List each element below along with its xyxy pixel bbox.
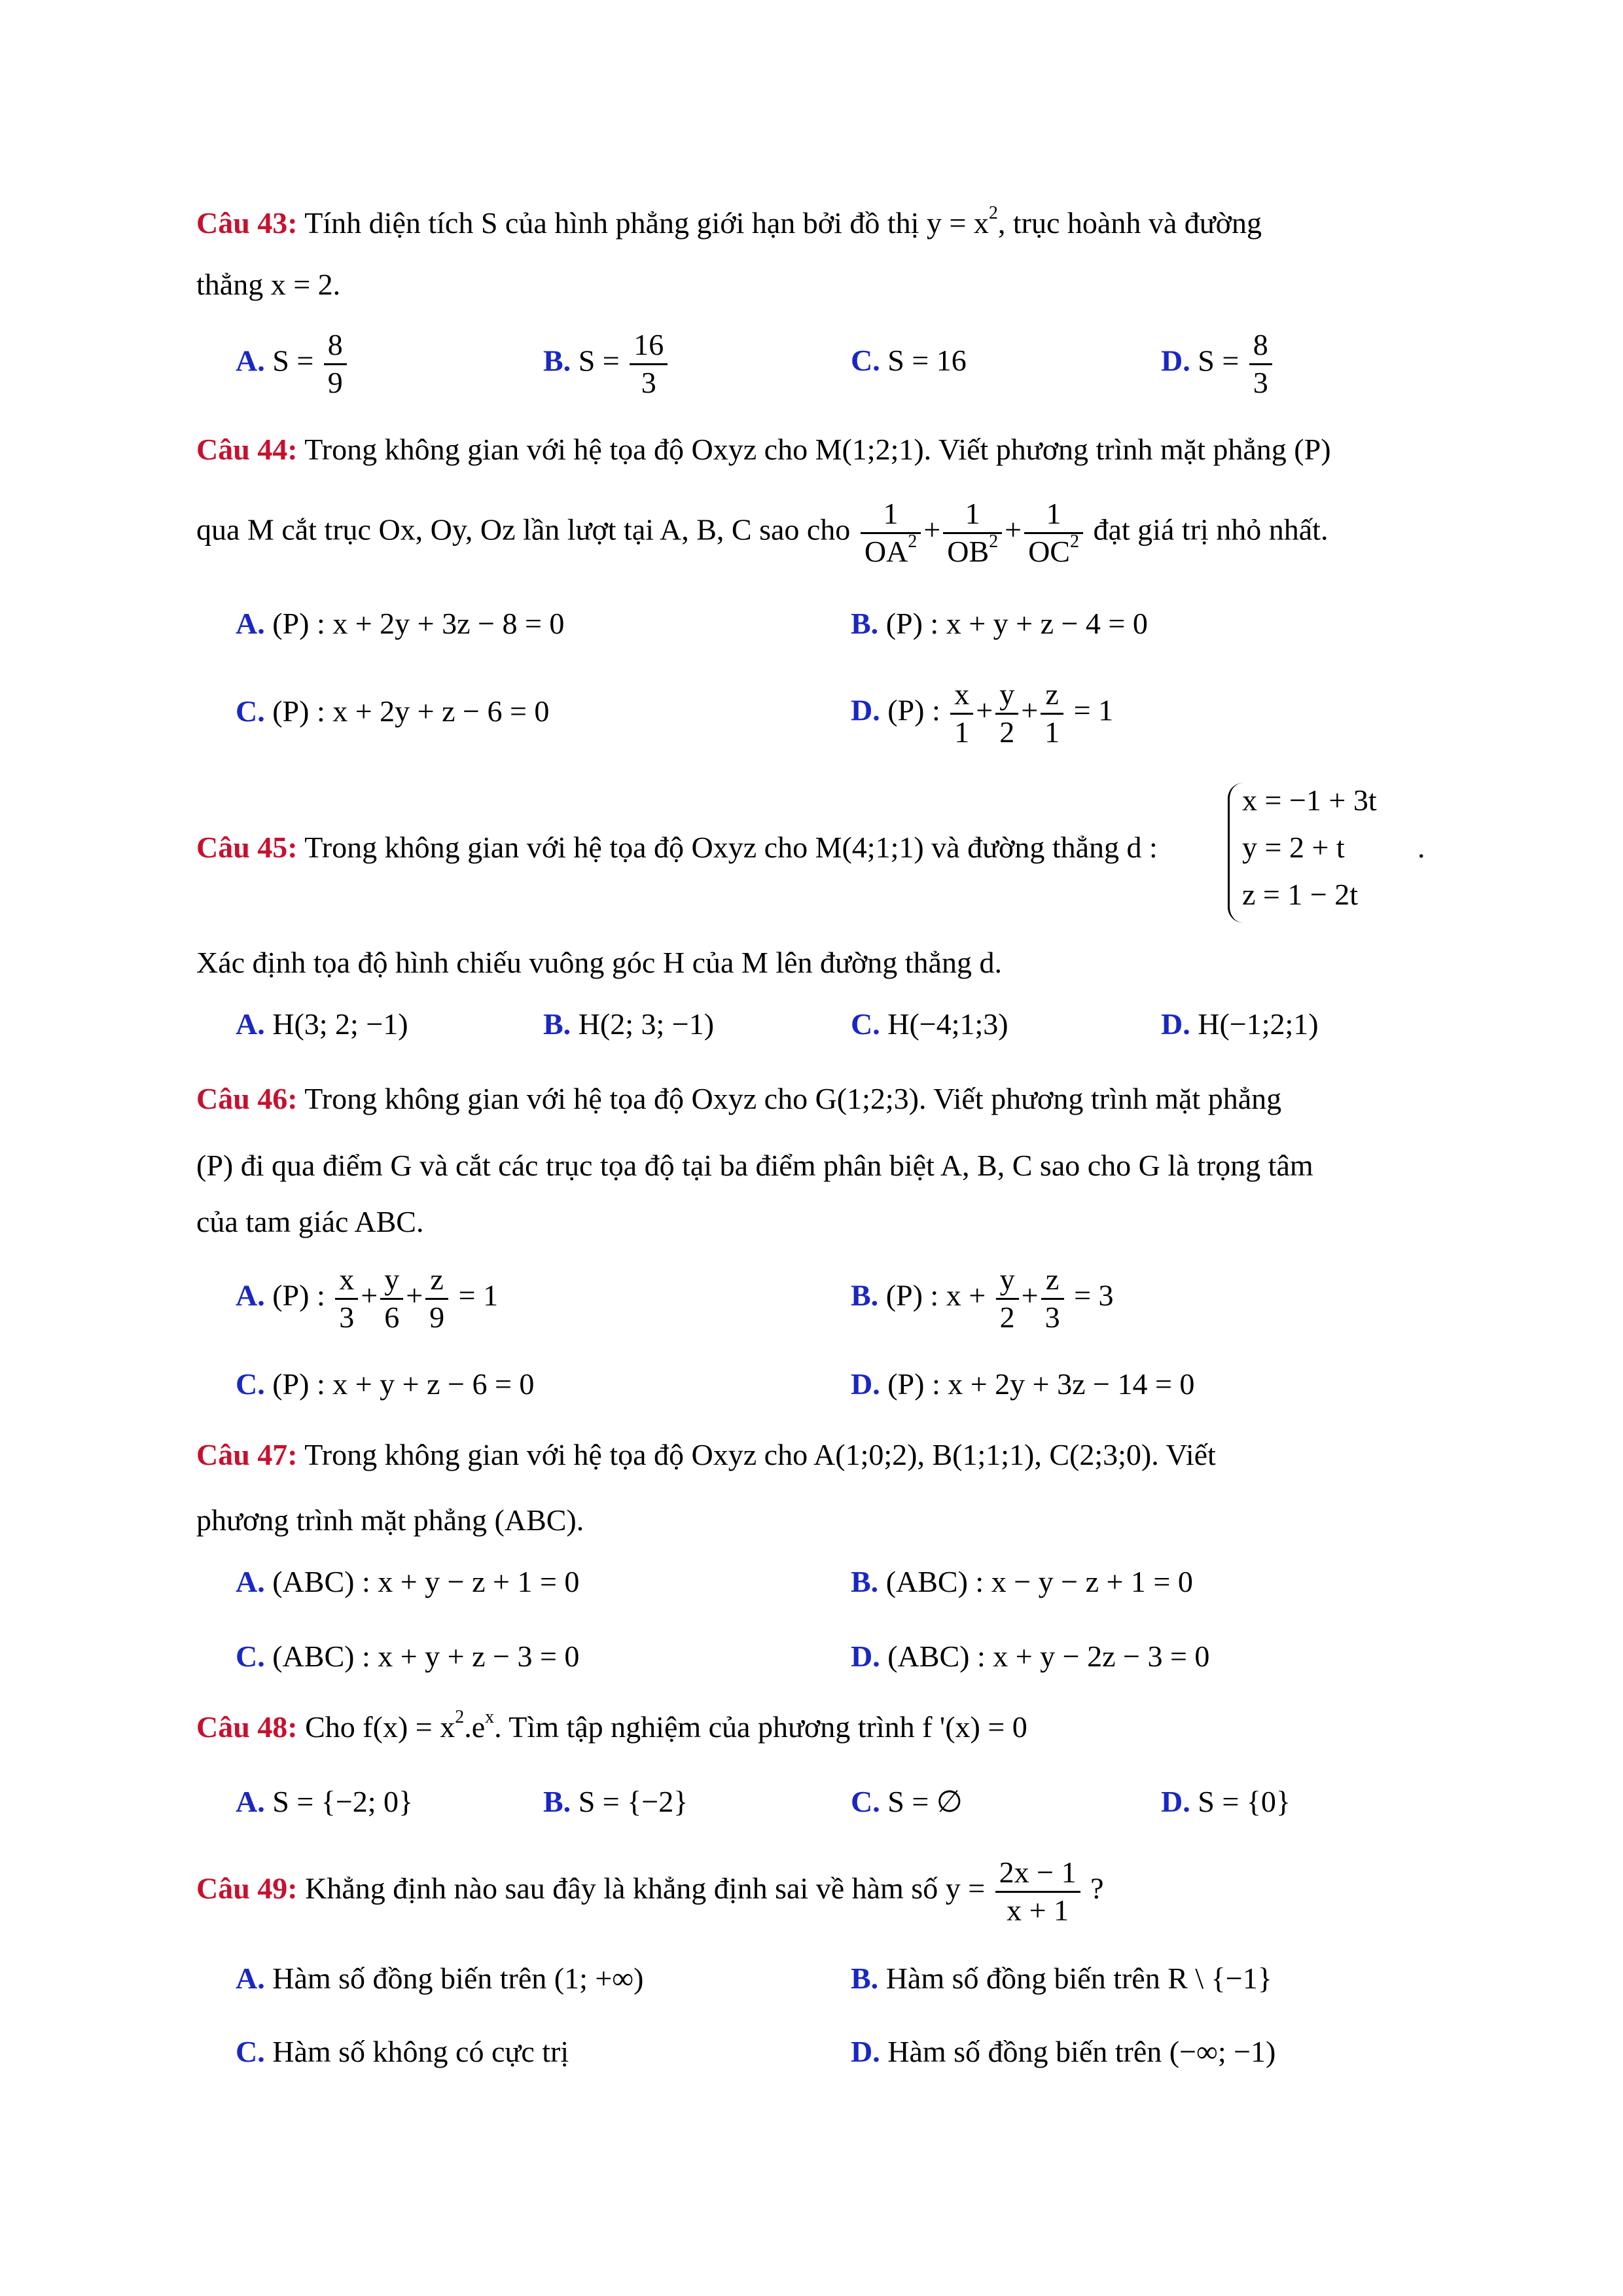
denominator: 3 <box>339 1300 355 1334</box>
fraction <box>995 1855 1080 1928</box>
option-text: (ABC) : x + y − 2z − 3 = 0 <box>887 1640 1210 1673</box>
option-text: (ABC) : x + y − z + 1 = 0 <box>272 1565 580 1598</box>
fraction <box>335 1262 358 1335</box>
option-text: H(3; 2; −1) <box>272 1007 408 1041</box>
q48-exp2: x <box>485 1707 495 1727</box>
option-text: Hàm số đồng biến trên R \ {−1} <box>885 1962 1272 1995</box>
q46-line1 <box>196 1084 1281 1114</box>
fraction-oc <box>1024 496 1083 569</box>
option-text: Hàm số đồng biến trên (1; +∞) <box>272 1962 644 1995</box>
option-letter: B. <box>851 1565 879 1598</box>
option-text: H(−1;2;1) <box>1198 1007 1319 1041</box>
q44-line1 <box>196 435 1331 465</box>
numerator: y <box>380 1262 403 1300</box>
q47-label: Câu 47: <box>196 1438 298 1471</box>
q43-option-c[interactable] <box>851 346 967 376</box>
q48-text-b: .e <box>464 1710 486 1744</box>
denominator: 1 <box>1044 715 1060 749</box>
q45-option-d[interactable] <box>1161 1009 1319 1039</box>
q48-text-a: Cho f(x) = x <box>305 1710 455 1744</box>
q47-option-b[interactable] <box>851 1567 1193 1597</box>
option-letter: C. <box>236 1640 265 1673</box>
option-text: (P) : x + 2y + z − 6 = 0 <box>272 694 550 728</box>
option-letter: D. <box>851 693 880 727</box>
option-text: (ABC) : x − y − z + 1 = 0 <box>885 1565 1193 1598</box>
q44-label: Câu 44: <box>196 433 298 466</box>
q45-option-c[interactable] <box>851 1009 1008 1039</box>
q45-label: Câu 45: <box>196 831 298 864</box>
numerator: 8 <box>324 327 347 365</box>
q45-option-a[interactable] <box>236 1009 408 1039</box>
q48-text-c: . Tìm tập nghiệm của phương trình f '(x) = 0 <box>494 1710 1027 1744</box>
option-text: (P) : x + 2y + 3z − 14 = 0 <box>887 1367 1195 1401</box>
option-letter: D. <box>1161 1007 1190 1041</box>
option-letter: D. <box>851 1640 880 1673</box>
q45-text: Trong không gian với hệ tọa độ Oxyz cho M(4;1;1) và đường thẳng d : <box>304 831 1158 864</box>
q43-text: Tính diện tích S của hình phẳng giới hạn bởi đồ thị <box>304 206 919 240</box>
option-text: S = {−2; 0} <box>272 1785 414 1818</box>
numerator: z <box>425 1262 448 1300</box>
fraction-oa <box>861 496 921 569</box>
q49-option-d[interactable] <box>851 2037 1275 2067</box>
option-letter: A. <box>236 1785 265 1818</box>
q46-line3: của tam giác ABC. <box>196 1205 424 1238</box>
q45-line1 <box>196 833 1158 863</box>
option-text: H(−4;1;3) <box>887 1007 1008 1041</box>
fraction <box>1249 327 1272 401</box>
q47-line1 <box>196 1440 1216 1470</box>
denominator: 2 <box>999 715 1015 749</box>
fraction <box>1041 1262 1064 1335</box>
q46-line2: (P) đi qua điểm G và cắt các trục tọa độ tại ba điểm phân biệt A, B, C sao cho G là trọng tâm <box>196 1149 1313 1182</box>
fraction <box>324 327 347 401</box>
denominator-text: OA <box>864 534 908 568</box>
q48-line1 <box>196 1707 1027 1744</box>
q46-option-a[interactable]: A. (P) : $\frac{x}{3}$ + $\frac{y}{6}$ + $\frac{z}{9}$ = 1 <box>236 1262 498 1335</box>
denominator: 3 <box>641 365 656 399</box>
option-letter: A. <box>236 1962 265 1995</box>
denominator: 9 <box>327 365 343 399</box>
fraction <box>995 677 1018 750</box>
q48-option-b[interactable] <box>543 1787 688 1817</box>
option-text: (ABC) : x + y + z − 3 = 0 <box>272 1640 580 1673</box>
denominator <box>943 531 1002 570</box>
q48-option-c[interactable] <box>851 1787 963 1817</box>
option-letter: D. <box>1161 1785 1190 1818</box>
exponent: 2 <box>1069 531 1079 552</box>
option-prefix: (P) : <box>272 1278 325 1312</box>
numerator: 1 <box>943 496 1002 534</box>
option-prefix: (P) : <box>887 693 940 727</box>
q44-line2b: đạt giá trị nhỏ nhất. <box>1093 512 1329 547</box>
q46-option-c[interactable] <box>236 1369 534 1399</box>
option-text: (P) : x + y + z − 6 = 0 <box>272 1367 535 1401</box>
q47-option-d[interactable] <box>851 1641 1209 1672</box>
q44-option-a[interactable] <box>236 609 564 639</box>
q43-line1 <box>196 203 1262 240</box>
fraction-ob <box>943 496 1002 569</box>
q43-option-b[interactable] <box>543 327 670 401</box>
option-letter: A. <box>236 1007 265 1041</box>
option-letter: C. <box>851 1007 880 1041</box>
numerator: y <box>995 677 1018 715</box>
option-letter: C. <box>851 344 880 377</box>
denominator <box>1024 531 1083 570</box>
numerator: x <box>950 677 973 715</box>
option-suffix: = 3 <box>1074 1278 1114 1312</box>
q47-option-c[interactable] <box>236 1641 579 1672</box>
option-text: S = {0} <box>1198 1785 1291 1818</box>
option-letter: B. <box>851 1962 879 1995</box>
option-prefix: S = <box>1198 344 1240 378</box>
option-prefix: (P) : x + <box>885 1278 986 1312</box>
exponent: 2 <box>989 531 999 552</box>
q47-text: Trong không gian với hệ tọa độ Oxyz cho A(1;0;2), B(1;1;1), C(2;3;0). Viết <box>304 1438 1216 1471</box>
denominator: 6 <box>384 1300 400 1334</box>
fraction <box>630 327 668 401</box>
q48-option-d[interactable] <box>1161 1787 1291 1817</box>
q46-option-d[interactable] <box>851 1369 1194 1399</box>
numerator: z <box>1041 677 1063 715</box>
q45-system-line-2: y = 2 + t <box>1242 831 1345 864</box>
q45-line2: Xác định tọa độ hình chiếu vuông góc H của M lên đường thẳng d. <box>196 946 1002 979</box>
option-letter: C. <box>236 2035 265 2068</box>
option-letter: B. <box>543 1007 571 1041</box>
q48-option-a[interactable] <box>236 1787 413 1817</box>
q49-label: Câu 49: <box>196 1871 298 1905</box>
q47-line2: phương trình mặt phẳng (ABC). <box>196 1503 584 1537</box>
q47-option-a[interactable] <box>236 1567 579 1597</box>
q43-label: Câu 43: <box>196 206 298 240</box>
denominator-text: OB <box>947 534 990 568</box>
option-letter: D. <box>1161 344 1190 378</box>
q49-option-a[interactable] <box>236 1964 643 1994</box>
q44-text: Trong không gian với hệ tọa độ Oxyz cho M(1;2;1). Viết phương trình mặt phẳng (P) <box>304 433 1331 466</box>
q49-text: Khẳng định nào sau đây là khẳng định sai về hàm số y = <box>305 1871 986 1905</box>
q45-system-line-3: z = 1 − 2t <box>1242 878 1359 911</box>
q46-text: Trong không gian với hệ tọa độ Oxyz cho G(1;2;3). Viết phương trình mặt phẳng <box>304 1082 1282 1115</box>
exponent: 2 <box>908 531 918 552</box>
fraction <box>950 677 973 750</box>
q44-option-d[interactable]: D. (P) : $\frac{x}{1}$ + $\frac{y}{2}$ + $\frac{z}{1}$ = 1 <box>851 677 1113 750</box>
option-text: H(2; 3; −1) <box>578 1007 715 1041</box>
q45-system-line-1: x = −1 + 3t <box>1242 783 1377 817</box>
option-suffix: = 1 <box>1073 693 1114 727</box>
option-text: (P) : x + 2y + 3z − 8 = 0 <box>272 607 565 640</box>
denominator-text: OC <box>1028 534 1070 568</box>
q43-option-a[interactable] <box>236 327 349 401</box>
q46-option-b[interactable]: B. (P) : x + $\frac{y}{2}$ + $\frac{z}{3}$ = 3 <box>851 1262 1114 1335</box>
option-letter: B. <box>543 1785 571 1818</box>
numerator: z <box>1041 1262 1064 1300</box>
option-letter: C. <box>236 694 265 728</box>
option-text: S = 16 <box>887 344 967 377</box>
numerator: 16 <box>630 327 668 365</box>
denominator: 9 <box>429 1300 445 1334</box>
option-letter: C. <box>851 1785 880 1818</box>
option-letter: A. <box>236 607 265 640</box>
numerator: y <box>996 1262 1019 1300</box>
option-text: (P) : x + y + z − 4 = 0 <box>885 607 1148 640</box>
numerator: x <box>335 1262 358 1300</box>
option-text: Hàm số đồng biến trên (−∞; −1) <box>887 2035 1276 2068</box>
numerator: 1 <box>861 496 921 534</box>
q44-line2 <box>196 496 1328 569</box>
q49-option-b[interactable] <box>851 1964 1272 1994</box>
option-prefix: S = <box>272 344 314 378</box>
fraction <box>425 1262 448 1335</box>
denominator <box>861 531 921 570</box>
fraction <box>996 1262 1019 1335</box>
denominator: 2 <box>999 1300 1015 1334</box>
q49-line1 <box>196 1855 1104 1928</box>
option-text: S = ∅ <box>887 1785 963 1818</box>
numerator: 1 <box>1024 496 1083 534</box>
q43-text2: , trục hoành và đường <box>997 206 1262 240</box>
option-letter: B. <box>851 607 879 640</box>
plus-sign: + <box>1005 512 1022 547</box>
option-letter: D. <box>851 1367 880 1401</box>
denominator: 3 <box>1044 1300 1060 1334</box>
q44-option-b[interactable] <box>851 609 1148 639</box>
q44-option-c[interactable] <box>236 696 549 726</box>
option-letter: D. <box>851 2035 880 2068</box>
denominator: 3 <box>1253 365 1268 399</box>
option-text: S = {−2} <box>578 1785 688 1818</box>
option-letter: B. <box>543 344 571 378</box>
option-letter: C. <box>236 1367 265 1401</box>
option-letter: A. <box>236 1278 265 1312</box>
option-text: Hàm số không có cực trị <box>272 2035 569 2068</box>
q43-line2: thẳng x = 2. <box>196 268 341 301</box>
fraction <box>1041 677 1063 750</box>
q49-option-c[interactable] <box>236 2037 569 2067</box>
denominator: 1 <box>954 715 970 749</box>
option-letter: B. <box>851 1278 879 1312</box>
plus-sign: + <box>923 512 941 547</box>
option-suffix: = 1 <box>458 1278 499 1312</box>
q49-qmark: ? <box>1090 1871 1104 1905</box>
q43-option-d[interactable] <box>1161 327 1275 401</box>
q44-line2a: qua M cắt trục Ox, Oy, Oz lần lượt tại A, B, C sao cho <box>196 512 851 547</box>
q48-label: Câu 48: <box>196 1710 298 1744</box>
q43-func: y = x <box>926 206 989 240</box>
option-letter: A. <box>236 1565 265 1598</box>
option-letter: A. <box>236 344 265 378</box>
denominator: x + 1 <box>1007 1893 1069 1927</box>
fraction <box>380 1262 403 1335</box>
q43-exp: 2 <box>988 203 998 223</box>
q45-dot: . <box>1418 831 1425 864</box>
numerator: 2x − 1 <box>995 1855 1080 1893</box>
q45-option-b[interactable] <box>543 1009 714 1039</box>
q46-label: Câu 46: <box>196 1082 298 1115</box>
q48-exp1: 2 <box>455 1707 465 1727</box>
option-prefix: S = <box>578 344 620 378</box>
numerator: 8 <box>1249 327 1272 365</box>
